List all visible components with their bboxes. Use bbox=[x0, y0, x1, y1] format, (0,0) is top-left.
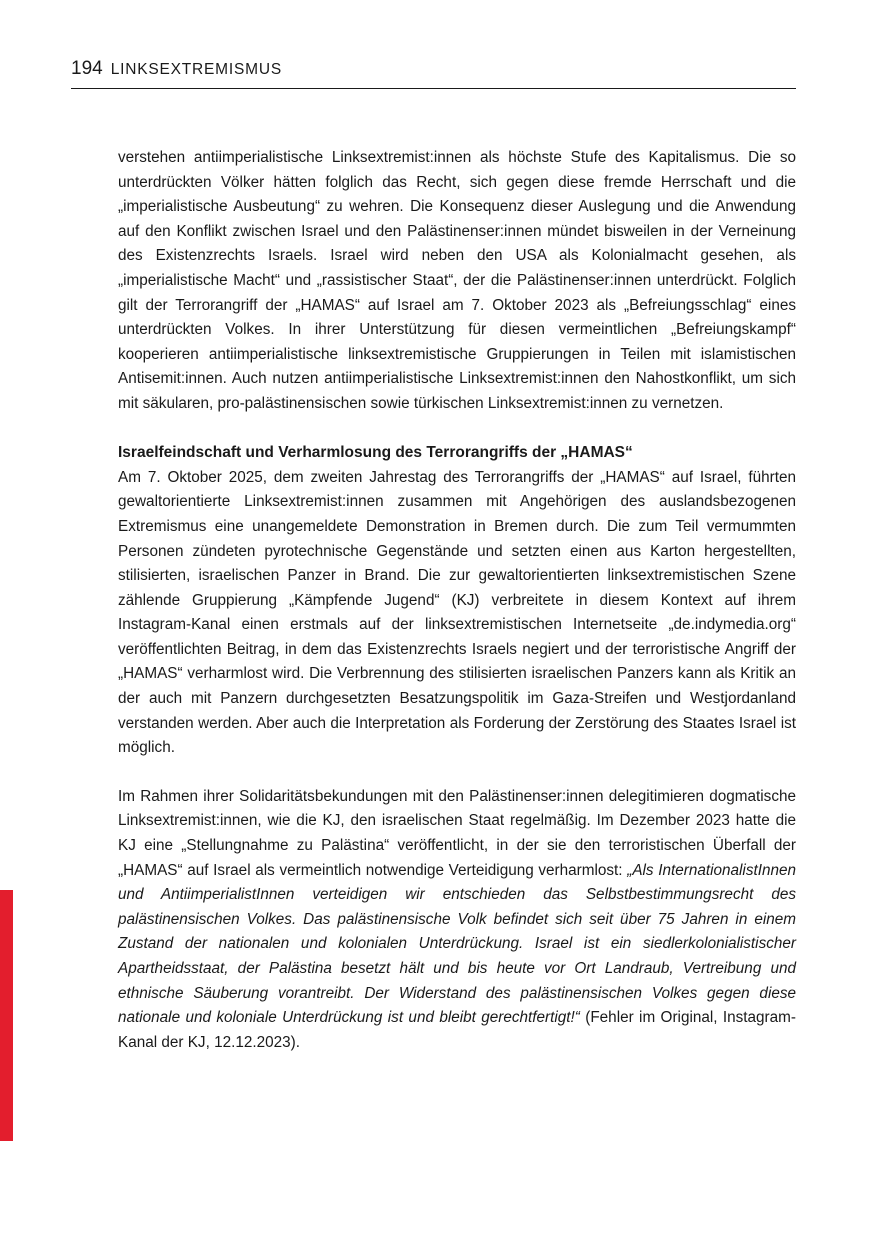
page-header bbox=[71, 58, 796, 89]
quote-citation: (Fehler im Original, Instagram-Kanal der KJ, 12.12.2023). bbox=[118, 1009, 796, 1051]
paragraph-3 bbox=[118, 785, 796, 1056]
kj-quote: „Als InternationalistInnen und AntiimperialistInnen verteidigen wir entschieden das Selbstbestimmungsrecht des palästinensischen Volkes. Das palästinensische Volk befindet sich seit über 75 Jahren in einem Zustand der nationalen und kolonialen Unterdrückung. Israel ist ein siedlerkolonialistischer Apartheidsstaat, der Palästina besetzt hält und bis heute vor Ort Landraub, Vertreibung und ethnische Säuberung vorantreibt. Der Widerstand des palästinensischen Volkes gegen diese nationale und koloniale Unterdrückung ist und bleibt gerechtfertigt!“ bbox=[118, 861, 796, 1027]
body-text bbox=[118, 146, 796, 1055]
section-heading: Israelfeindschaft und Verharmlosung des Terrorangriffs der „HAMAS“ bbox=[118, 444, 633, 462]
paragraph-2: Am 7. Oktober 2025, dem zweiten Jahrestag des Terrorangriffs der „HAMAS“ auf Israel, führten gewaltorientierte Linksextremist:innen zusammen mit Angehörigen des auslandsbezogenen Extremismus eine unangemeldete Demonstration in Bremen durch. Die zum Teil vermummten Personen zündeten pyrotechnische Gegenstände und setzten einen aus Karton hergestellten, stilisierten, israelischen Panzer in Brand. Die zur gewaltorientierten linksextremistischen Szene zählende Gruppierung „Kämpfende Jugend“ (KJ) verbreitete in diesem Kontext auf ihrem Instagram-Kanal einen erstmals auf der linksextremistischen Internetseite „de.indymedia.org“ veröffentlichten Beitrag, in dem das Existenzrechts Israels negiert und der terroristische Angriff der „HAMAS“ verharmlost wird. Die Verbrennung des stilisierten israelischen Panzers kann als Kritik an der auch mit Panzern durchgesetzten Besatzungspolitik im Gaza-Streifen und Westjordanland verstanden werden. Aber auch die Interpretation als Forderung der Zerstörung des Staates Israel ist möglich. bbox=[118, 468, 796, 757]
page-number: 194 bbox=[71, 58, 103, 79]
chapter-marker-bar bbox=[0, 890, 13, 1141]
paragraph-1: verstehen antiimperialistische Linksextremist:innen als höchste Stufe des Kapitalismus. Die so unterdrückten Völker hätten folglich das Recht, sich gegen diese fremde Herrschaft und die „imperialistische Ausbeutung“ zu wehren. Die Konsequenz dieser Auslegung und die Anwendung auf den Konflikt zwischen Israel und den Palästinenser:innen mündet bisweilen in der Verneinung des Existenzrechts Israels. Israel wird neben den USA als Kolonialmacht gesehen, als „imperialistische Macht“ und „rassistischer Staat“, der die Palästinenser:innen unterdrückt. Folglich gilt der Terrorangriff der „HAMAS“ auf Israel am 7. Oktober 2023 als „Befreiungsschlag“ eines unterdrückten Volkes. In ihrer Unterstützung für diesen vermeintlichen „Befreiungskampf“ kooperieren antiimperialistische linksextremistische Gruppierungen in Teilen mit islamistischen Antisemit:innen. Auch nutzen antiimperialistische Linksextremist:innen den Nahostkonflikt, um sich mit säkularen, pro-palästinensischen sowie türkischen Linksextremist:innen zu vernetzen. bbox=[118, 149, 796, 412]
running-head: LINKSEXTREMISMUS bbox=[110, 61, 282, 78]
paragraph-3-intro: Im Rahmen ihrer Solidaritätsbekundungen mit den Palästinenser:innen delegitimieren dogmatische Linksextremist:innen, wie die KJ, den israelischen Staat regelmäßig. Im Dezember 2023 hatte die KJ eine „Stellungnahme zu Palästina“ veröffentlicht, in der sie den terroristischen Überfall der „HAMAS“ auf Israel als vermeintlich notwendige Verteidigung verharmlost: bbox=[118, 787, 796, 879]
